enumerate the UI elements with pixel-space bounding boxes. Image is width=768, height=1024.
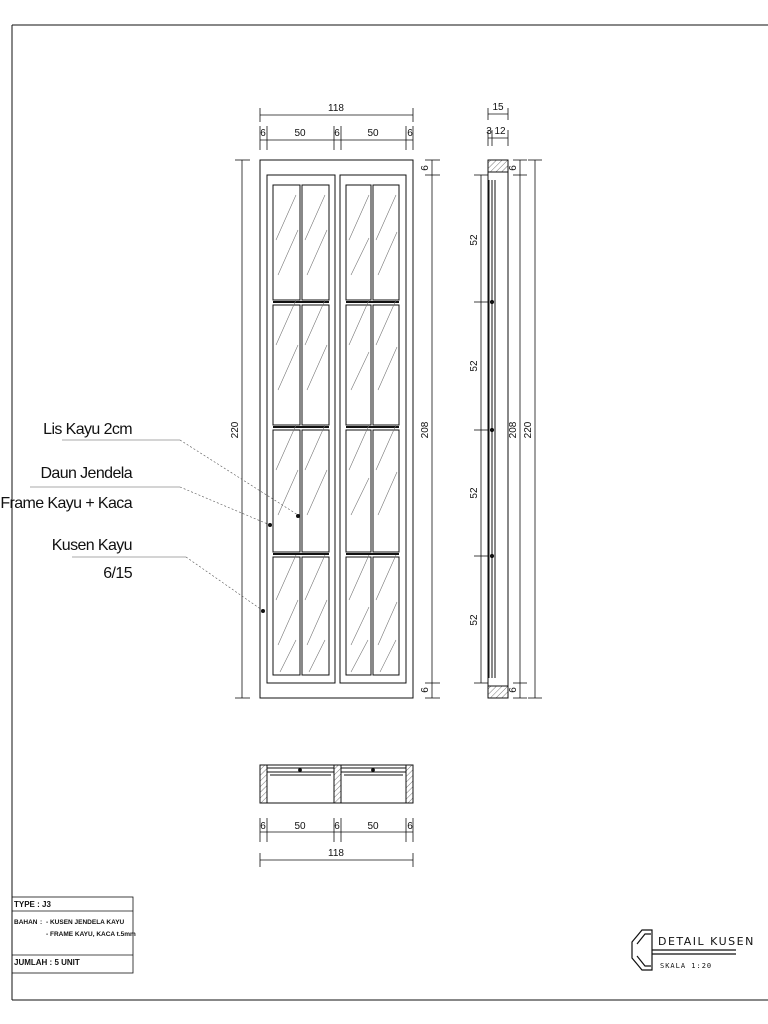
dim-inner-height: 208	[420, 421, 431, 439]
dim-side-overall: 220	[523, 421, 534, 439]
dim-plan-pane-right: 50	[367, 821, 379, 832]
plan-view	[260, 765, 413, 803]
front-elevation	[260, 160, 413, 698]
dim-frame-mid: 6	[334, 128, 340, 139]
left-sash-panes	[273, 185, 329, 675]
dim-overall-height: 220	[230, 421, 241, 439]
detail-scale: SKALA 1:20	[660, 962, 713, 970]
dim-plan-pane-left: 50	[294, 821, 306, 832]
label-kusen-kayu: Kusen Kayu	[51, 537, 132, 554]
dim-side-depth: 15	[492, 102, 504, 113]
dim-row-1: 52	[469, 234, 480, 246]
dim-row-2: 52	[469, 360, 480, 372]
dim-side-depth-b: 12	[494, 126, 506, 137]
dim-plan-overall: 118	[328, 848, 344, 859]
jumlah-field: JUMLAH : 5 UNIT	[14, 958, 80, 967]
dim-row-3: 52	[469, 487, 480, 499]
dim-side-bottom: 6	[508, 687, 519, 693]
bahan-key: BAHAN	[14, 919, 38, 926]
dim-plan-frame-left: 6	[260, 821, 266, 832]
glass-hatch	[276, 195, 397, 672]
detail-title: DETAIL KUSEN	[658, 935, 755, 948]
dim-pane-right: 50	[367, 128, 379, 139]
right-sash-panes	[346, 185, 399, 675]
dim-frame-right: 6	[407, 128, 413, 139]
callout-dot-lis	[296, 514, 300, 518]
dim-top-frame: 6	[420, 165, 431, 171]
dim-side-depth-a: 3	[486, 126, 492, 137]
dim-side-top: 6	[508, 165, 519, 171]
bahan-line-1: - KUSEN JENDELA KAYU	[46, 919, 125, 926]
dim-side-inner: 208	[508, 421, 519, 439]
label-kusen-size: 6/15	[103, 565, 132, 582]
dim-bottom-frame: 6	[420, 687, 431, 693]
dim-plan-frame-right: 6	[407, 821, 413, 832]
dim-row-4: 52	[469, 614, 480, 626]
dim-overall-width: 118	[328, 103, 344, 114]
dim-plan-frame-mid: 6	[334, 821, 340, 832]
label-frame-kayu: Frame Kayu + Kaca	[0, 495, 132, 512]
label-daun-jendela: Daun Jendela	[40, 465, 132, 482]
label-lis-kayu: Lis Kayu 2cm	[43, 421, 132, 438]
dim-pane-left: 50	[294, 128, 306, 139]
callout-dot-kusen	[261, 609, 265, 613]
side-section	[488, 160, 508, 698]
left-sash	[267, 175, 335, 683]
dim-frame-left: 6	[260, 128, 266, 139]
bahan-line-2: - FRAME KAYU, KACA t.5mm	[46, 931, 136, 938]
bahan-separator: :	[40, 919, 43, 926]
callout-dot-daun	[268, 523, 272, 527]
type-field: TYPE : J3	[14, 900, 51, 909]
side-left-dimensions	[474, 175, 488, 683]
